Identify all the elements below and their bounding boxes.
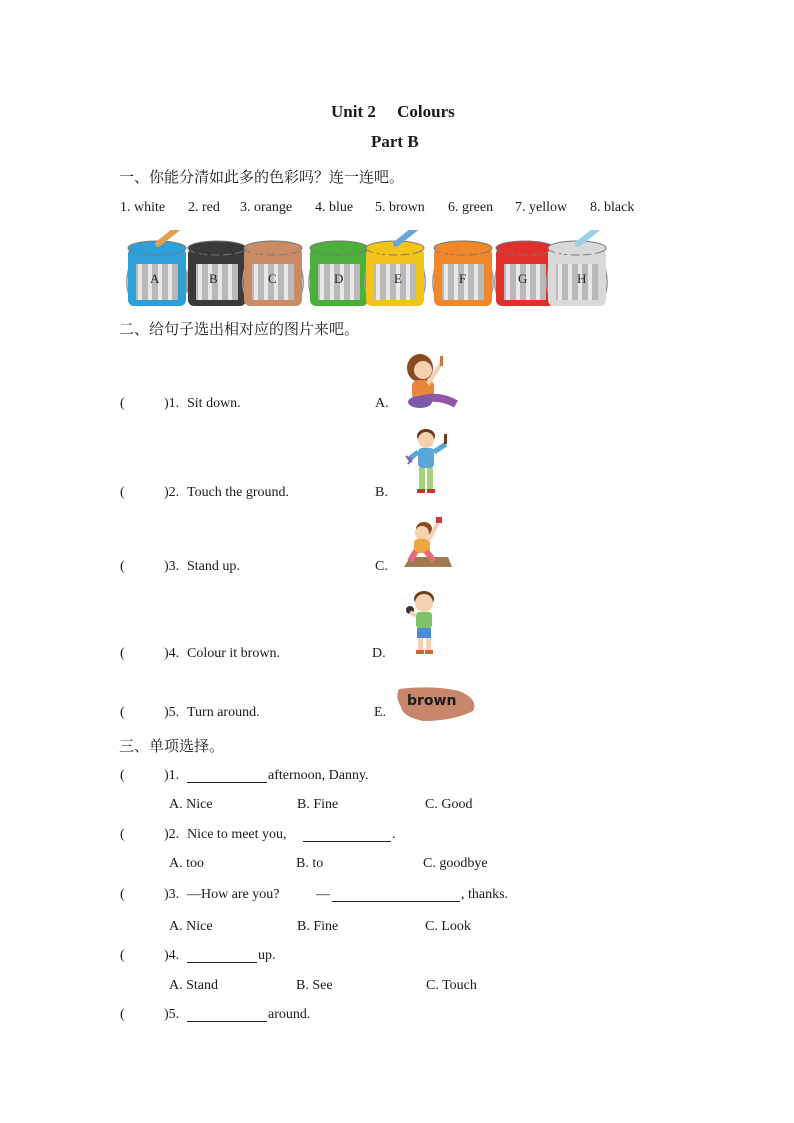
q1-option-a: A. Nice <box>169 797 213 812</box>
item-text-3: Stand up. <box>187 559 240 574</box>
q4-number: )4. <box>164 948 180 963</box>
color-word-8: 8. black <box>590 200 635 215</box>
q3-text-end: , thanks. <box>461 887 509 902</box>
q4-option-a: A. Stand <box>169 978 218 993</box>
q2-option-a: A. too <box>169 856 204 871</box>
q3-number: )3. <box>164 887 180 902</box>
item-number-4: )4. <box>164 646 180 661</box>
option-label-a: A. <box>375 396 389 411</box>
page-title: Unit 2 Colours <box>331 102 455 121</box>
q3-blank[interactable] <box>332 887 460 902</box>
bucket-label-e: E <box>394 271 402 286</box>
bucket-label-d: D <box>334 271 344 286</box>
answer-paren-5: ( <box>120 705 125 720</box>
q2-number: )2. <box>164 827 180 842</box>
color-word-7: 7. yellow <box>515 200 568 215</box>
q5-blank[interactable] <box>187 1007 267 1022</box>
item-number-5: )5. <box>164 705 180 720</box>
q3-option-a: A. Nice <box>169 919 213 934</box>
answer-paren-1: ( <box>120 396 125 411</box>
answer-paren-4: ( <box>120 646 125 661</box>
bucket-label-c: C <box>268 271 277 286</box>
q3-option-c: C. Look <box>425 919 471 934</box>
bucket-label-g: G <box>518 271 528 286</box>
color-word-4: 4. blue <box>315 200 354 215</box>
section2-heading: 二、给句子选出相对应的图片来吧。 <box>119 320 360 338</box>
bucket-label-a: A <box>150 271 160 286</box>
q2-option-c: C. goodbye <box>423 856 488 871</box>
bucket-label-h: H <box>577 271 587 286</box>
q1-option-b: B. Fine <box>297 797 339 812</box>
child-standing-image <box>402 588 446 658</box>
q3-option-b: B. Fine <box>297 919 339 934</box>
q4-text: up. <box>258 948 276 963</box>
option-label-b: B. <box>375 485 388 500</box>
item-text-4: Colour it brown. <box>187 646 280 661</box>
child-sitting-image <box>398 350 462 412</box>
color-word-6: 6. green <box>448 200 494 215</box>
page-subtitle: Part B <box>371 132 419 151</box>
q5-number: )5. <box>164 1007 180 1022</box>
color-word-1: 1. white <box>120 200 166 215</box>
q3-paren: ( <box>120 887 125 902</box>
answer-paren-2: ( <box>120 485 125 500</box>
item-text-2: Touch the ground. <box>187 485 290 500</box>
q3-dash: — <box>316 887 330 902</box>
item-text-5: Turn around. <box>187 705 260 720</box>
option-label-e: E. <box>374 705 387 720</box>
q1-text: afternoon, Danny. <box>268 768 369 783</box>
color-word-3: 3. orange <box>240 200 293 215</box>
brown-card-text: brown <box>407 693 457 709</box>
option-label-c: C. <box>375 559 388 574</box>
color-word-5: 5. brown <box>375 200 425 215</box>
q2-blank[interactable] <box>303 827 391 842</box>
child-touching-ground-image <box>398 515 456 571</box>
item-number-1: )1. <box>164 396 180 411</box>
section1-heading: 一、你能分清如此多的色彩吗？连一连吧。 <box>119 168 405 186</box>
q4-paren: ( <box>120 948 125 963</box>
color-word-2: 2. red <box>188 200 220 215</box>
bucket-label-b: B <box>209 271 218 286</box>
q3-question: —How are you? <box>187 887 280 902</box>
q5-paren: ( <box>120 1007 125 1022</box>
q1-number: )1. <box>164 768 180 783</box>
q2-text: Nice to meet you, <box>187 827 287 842</box>
item-text-1: Sit down. <box>187 396 241 411</box>
item-number-3: )3. <box>164 559 180 574</box>
q5-text: around. <box>268 1007 311 1022</box>
q1-paren: ( <box>120 768 125 783</box>
q4-blank[interactable] <box>187 948 257 963</box>
bucket-label-f: F <box>459 271 467 286</box>
item-number-2: )2. <box>164 485 180 500</box>
answer-paren-3: ( <box>120 559 125 574</box>
q2-paren: ( <box>120 827 125 842</box>
child-turning-image <box>404 426 454 496</box>
q2-text-end: . <box>392 827 396 842</box>
option-label-d: D. <box>372 646 386 661</box>
q1-option-c: C. Good <box>425 797 473 812</box>
q4-option-b: B. See <box>296 978 333 993</box>
section3-heading: 三、单项选择。 <box>119 737 225 755</box>
q2-option-b: B. to <box>296 856 324 871</box>
q4-option-c: C. Touch <box>426 978 477 993</box>
q1-blank[interactable] <box>187 768 267 783</box>
paint-buckets-image <box>124 230 636 316</box>
